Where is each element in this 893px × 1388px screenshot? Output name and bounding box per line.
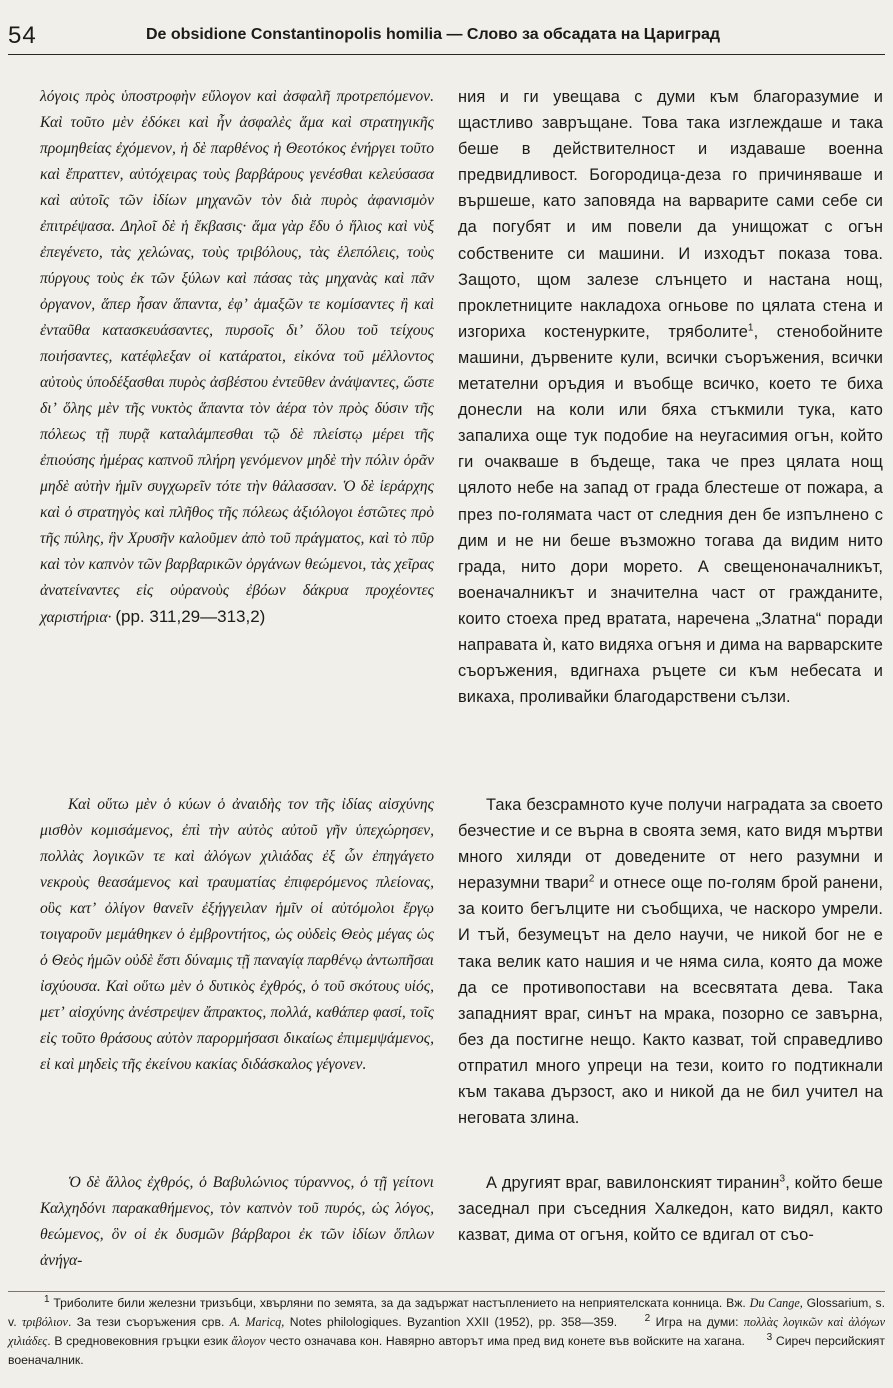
bulgarian-paragraph-2 xyxy=(458,792,883,1168)
footnote-1-text-a: Триболите били железни тризъбци, хвърляни по земята, за да задържат настъплението на неприятелската конница. Вж. xyxy=(53,1296,750,1310)
bulgarian-paragraph-1 xyxy=(458,84,883,824)
greek-text-1: λόγοις πρὸς ὑποστροφὴν εὔλογον καὶ ἀσφαλῆ προτρεπόμενον. Καὶ τοῦτο μὲν ἐδόκει καὶ ἦν ἀσφαλὲς ἅμα καὶ στρατηγικῆς προμηθείας ἐχόμενον, ἡ δὲ παρθένος ἡ Θεοτόκος ἐνήργει τοῦτο καὶ ἔπραττεν, αὐτόχειρας τοὺς βαρβάρους γενέσθαι κελεύσασα καὶ αὐτοῖς τῶν ἰδίων μηχανῶν τὸν διὰ πυρὸς ἀφανισμὸν ἐπιτρέψασα. Δηλοῖ δὲ ἡ ἔκβασις· ἅμα γὰρ ἔδυ ὁ ἥλιος καὶ νὺξ ἐπεγένετο, τὰς χελώνας, τοὺς τριβόλους, τὰς ἑλεπόλεις, τοὺς πύργους τοὺς ἐκ τῶν ξύλων καὶ πάσας τὰς μηχανὰς καὶ πᾶν ὀργανον, ἅπερ ἦσαν ἅπαντα, ἐφʼ ἁμαξῶν τε κομίσαντες ἢ καὶ ἐνταῦθα κατασκευάσαντες, πυρσοῖς διʼ ὅλου τοῦ τείχους ποιήσαντες, κατέφλεξαν οἱ κατάρατοι, εἰκόνα τοῦ μέλλοντος αὐτοὺς ὑποδέξασθαι πυρὸς ἀσβέστου ἐντεῦθεν ἀνάψαντες, ὥστε διʼ ὅλης μὲν τῆς νυκτὸς ἅπαντα τὸν ἀέρα τὸν πρὸς δύσιν τῆς πόλεως τῇ πυρᾷ καταλάμπεσθαι τῷ δὲ πλείστῳ μέρει τῆς ἐπιούσης ἡμέρας καπνοῦ πλήρη γενόμενον μηδὲ τὴν πόλιν ὁρᾶν μηδὲ αὐτὴν ἡμῖν συγχωρεῖν τότε τὴν θάλασσαν. Ὁ δὲ ἱεράρχης καὶ ὁ στρατηγὸς καὶ πλῆθος τῆς πόλεως ἀξιόλογοι ἑστῶτες πρὸ τῆς πύλης, ἣν Χρυσῆν καλοῦμεν ἀπὸ τοῦ πράγματος, καὶ τὸ πῦρ καὶ τὸν καπνὸν τῶν βαρβαρικῶν ὀργάνων θεώμενοι, τὰς χεῖρας ἀνατείναντες εἰς οὐρανοὺς ἐβόων δάκρυα προχέοντες χαριστήρια· xyxy=(40,88,434,626)
bulgarian-text-3b: , който беше заседнал при съседния Халкедон, като видял, както казват, дима от огъня, който се вдигал от съо- xyxy=(458,1174,884,1245)
bulgarian-paragraph-3 xyxy=(458,1170,883,1268)
bulgarian-text-2b: и отнесе още по-голям брой ранени, за които бегълците ни съобщиха, че наскоро умрели. И тъй, безумецът на дело научи, че никой бог не е така велик като нашия и че няма сила, която да може да се противопостави на всесвятата дева. Така западният враг, синът на мрака, позорно се завърна, без да постигне нещо. Както казват, той справедливо отпратил много упреци на тези, които го подтикнали към такава дързост, ако и никой да не бил учител на неговата злина. xyxy=(458,874,883,1128)
page-header xyxy=(8,20,885,55)
footnote-2-greek-phrase: πολλὰς λογικῶν καὶ ἀλόγων χιλιάδες xyxy=(8,1315,885,1348)
footnote-1-text-c: . За тези съоръжения срв. xyxy=(67,1315,230,1329)
bulgarian-text-1b: , стенобойните машини, дървените кули, всички съоръжения, всички метателни оръдия и въобще всичко, което те биха донесли на коли или бяха стъкмили тука, като запалиха още тук подобие на неугасимия огън, който ги очакваше в бъдеще, така че през цялата нощ цялото небе на запад от града блестеше от пожара, а през по-голямата част от следния ден бе изпълнено с дим и не ни беше възможно тогава да видим нито града, нито дори морето. А свещеноначалникът, военачалникът и значителна част от гражданите, които стоеха пред вратата, наречена „Златна“ поради направата ѝ, като видяха огъня и дима на варварските съоръжения, вдигнаха ръцете си към небесата и викаха, проливайки благодарствени сълзи. xyxy=(458,322,883,707)
footnote-1-citation-du-cange: Du Cange, xyxy=(749,1296,803,1310)
footnote-1-text-b: Glossarium, s. v. xyxy=(8,1296,885,1329)
footnote-2-mark: 2 xyxy=(644,1312,651,1324)
footnote-1-greek-term: τριβόλιον xyxy=(22,1315,68,1329)
footnote-marker-3: 3 xyxy=(779,1173,786,1185)
footnote-1-mark: 1 xyxy=(44,1293,50,1305)
footnote-3-text: Сиреч персийският военачалник. xyxy=(8,1334,885,1367)
greek-paragraph-3 xyxy=(40,1170,434,1268)
footnote-2-text-b: . В средновековния гръцки език xyxy=(47,1334,232,1348)
greek-paragraph-1 xyxy=(40,84,434,694)
footnote-marker-1: 1 xyxy=(747,322,754,334)
running-title: De obsidione Constantinopolis homilia — Слово за обсадата на Цариград xyxy=(146,26,721,43)
footnote-1-text-d: Notes philologiques. Byzantion XXII (1952), pp. 358—359. xyxy=(284,1315,618,1329)
footnote-2-text-c: често означава кон. Навярно авторът има пред вид конете във войските на хагана. xyxy=(265,1334,745,1348)
footnote-1-citation-maricq: A. Maricq, xyxy=(229,1315,285,1329)
footnotes xyxy=(8,1294,885,1370)
bulgarian-text-3a: А другият враг, вавилонският тиранин xyxy=(486,1174,780,1192)
greek-paragraph-2 xyxy=(40,792,434,1132)
page-number: 54 xyxy=(8,22,37,49)
footnote-divider xyxy=(8,1291,885,1292)
footnote-2-text-a: Игра на думи: xyxy=(655,1315,744,1329)
bulgarian-text-2a: Така безсрамното куче получи наградата за своето безчестие и се върна в своята земя, като видя мъртви много хиляди от доведените от него разумни и неразумни твари xyxy=(458,796,883,893)
footnote-3-mark: 3 xyxy=(766,1331,773,1343)
footnote-marker-2: 2 xyxy=(588,873,595,885)
footnote-2-greek-term: ἄλογον xyxy=(231,1334,266,1348)
bulgarian-text-1a: ния и ги увещава с думи към благоразумие и щастливо завръщане. Това така изглеждаше и така беше в действителност и издаваше военна предвидливост. Богородица-деза го причиняваше и вършеше, като заповяда на варварите сами себе си да погубят и им повели да унищожат с огън собствените си машини. И изходът показа това. Защото, щом залезе слънцето и настана нощ, проклетниците накладоха огньове по цялата стена и изгориха костенурките, тряболите xyxy=(458,88,883,341)
greek-text-2: Καὶ οὕτω μὲν ὁ κύων ὁ ἀναιδὴς τον τῆς ἰδίας αἰσχύνης μισθὸν κομισάμενος, ἐπὶ τὴν αὐτὸς αὐτοῦ γῆν ὑπεχώρησεν, πολλὰς λογικῶν τε καὶ ἀλόγων χιλιάδας ἐξ ὧν ἐπηγάγετο νεκροὺς θεασάμενος καὶ τραυματίας ἐπιφερόμενος πλείονας, οὓς κατʼ ὀλίγον θανεῖν ἐξήγγειλαν ἡμῖν οἱ αὐτόμολοι ἔργῳ τοιγαροῦν μεμάθηκεν ὁ ἐμβροντήτος, ὡς οὐδεὶς Θεὸς μέγας ὡς ὁ Θεὸς ἡμῶν οὐδὲ ἔστι δύναμις τῇ παναγίᾳ παρθένῳ ἀντωπῆσαι ἰσχύουσα. Καὶ οὕτω μὲν ὁ δυτικὸς ἐχθρός, ὁ τοῦ σκότους υἱός, μετʼ αἰσχύνης ἀνέστρεψεν ἄπρακτος, πολλά, καθάπερ φασί, τοῖς εἰς τοῦτο θράσους αὐτὸν παρορμήσασι δικαίως ἐπιμεμψάμενος, εἰ καὶ μηδεὶς τῆς ἐκείνου κακίας διδάσκαλος γέγονεν. xyxy=(40,796,434,1073)
page-reference: (pp. 311,29—313,2) xyxy=(115,607,266,626)
greek-text-3: Ὁ δὲ ἄλλος ἐχθρός, ὁ Βαβυλώνιος τύραννος, ὁ τῇ γείτονι Καλχηδόνι παρακαθήμενος, τὸν καπνὸν τοῦ πυρός, ὡς λόγος, θεώμενος, ὃν οἱ ἐκ δυσμῶν βάρβαροι ἐκ τῶν ἰδίων ὅπλων ἀνήγα- xyxy=(40,1174,434,1269)
